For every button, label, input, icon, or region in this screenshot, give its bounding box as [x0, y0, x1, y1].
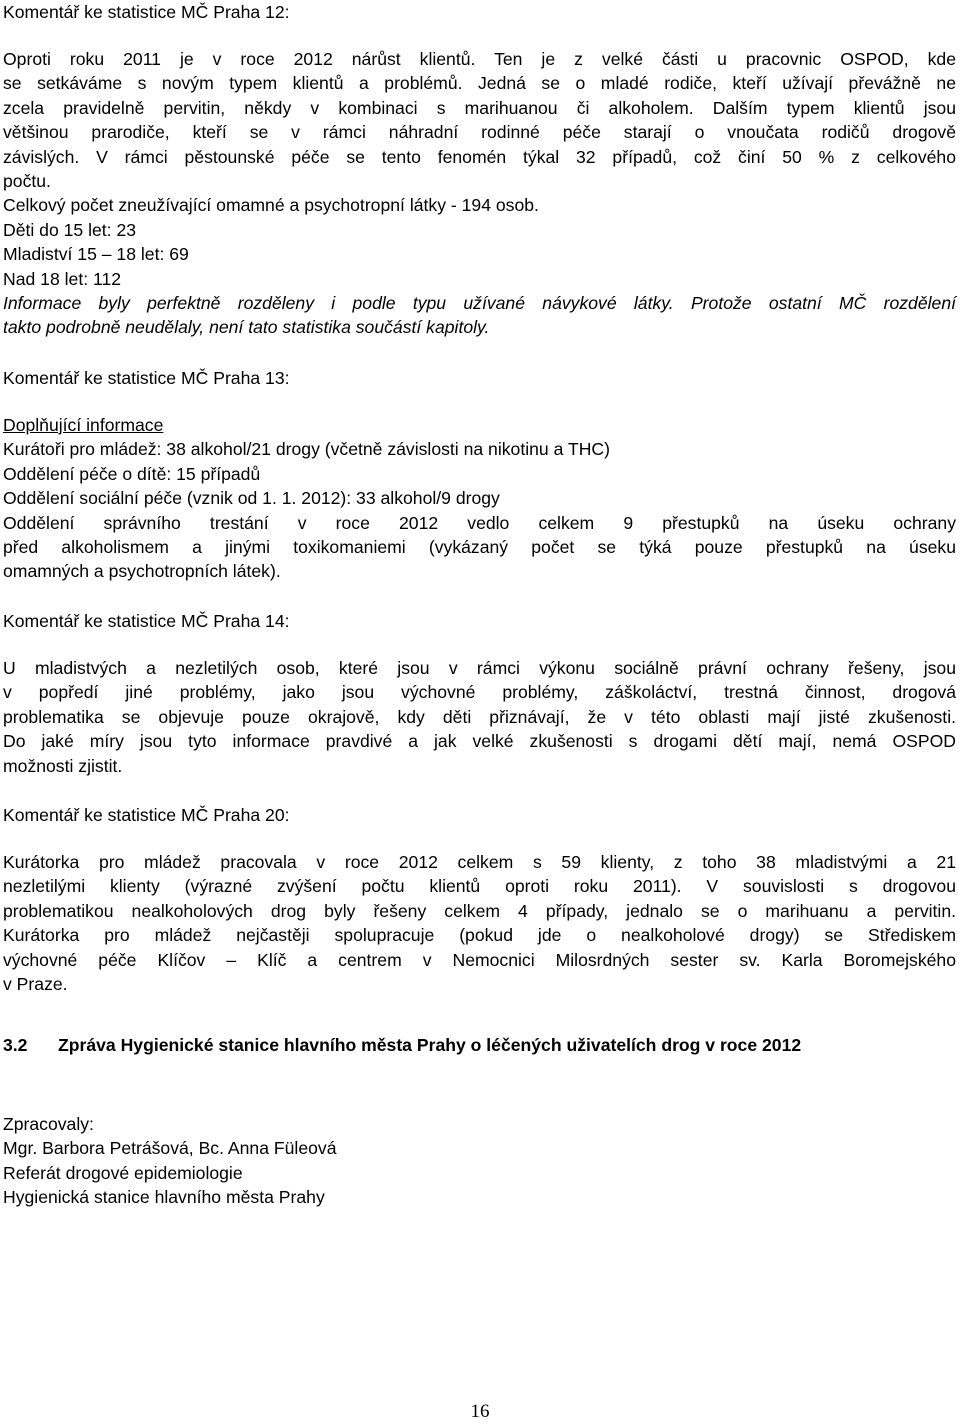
count-children: Děti do 15 let: 23 — [3, 219, 137, 240]
prague-12-body — [3, 47, 956, 340]
paragraph-line: U mladistvých a nezletilých osob, které jsou v rámci výkonu sociálně právní ochrany řešeny, jsou — [3, 658, 956, 678]
paragraph-line: počtu. — [3, 170, 51, 191]
paragraph-line: Kurátoři pro mládež: 38 alkohol/21 drogy (včetně závislosti na nikotinu a THC) — [3, 439, 610, 460]
paragraph-line: před alkoholismem a jinými toxikomaniemi (vykázaný počet se týká pouze přestupků na úseku — [3, 536, 956, 557]
paragraph-line: většinou prarodiče, kteří se v rámci náhradní rodinné péče starají o vnoučata rodičů drogově — [3, 122, 956, 143]
paragraph-line: omamných a psychotropních látek). — [3, 561, 281, 582]
paragraph-line: Oproti roku 2011 je v roce 2012 nárůst klientů. Ten je z velké části u pracovnic OSPOD, kde — [3, 49, 956, 69]
paragraph-line: problematika se objevuje pouze okrajově, kdy děti přiznávají, že v této oblasti mají jisté zkušenosti. — [3, 706, 956, 727]
paragraph-line: v Praze. — [3, 973, 68, 994]
section-title: Komentář ke statistice MČ Praha 14: — [3, 611, 290, 631]
section-3-2-heading — [3, 1033, 956, 1057]
paragraph-line: závislých. V rámci pěstounské péče se tento fenomén týkal 32 případů, což činí 50 % z celkového — [3, 146, 956, 167]
authors-department: Referát drogové epidemiologie — [3, 1162, 243, 1183]
section-heading-title: Zpráva Hygienické stanice hlavního města Prahy o léčených uživatelích drog v roce 2012 — [58, 1035, 802, 1055]
authors-label: Zpracovaly: — [3, 1114, 94, 1134]
section-prague-14 — [3, 609, 956, 633]
section-title: Komentář ke statistice MČ Praha 12: — [3, 2, 290, 22]
subheading: Doplňující informace — [3, 415, 164, 435]
section-prague-12 — [3, 0, 956, 24]
paragraph-line: Kurátorka pro mládež nejčastěji spolupracuje (pokud jde o nealkoholové drogy) se Střediskem — [3, 925, 956, 946]
paragraph-line: Do jaké míry jsou tyto informace pravdivé a jak velké zkušenosti s drogami dětí mají, nemá OSPOD — [3, 731, 956, 752]
prague-13-body — [3, 413, 956, 584]
prague-14-body — [3, 656, 956, 778]
section-prague-13 — [3, 366, 956, 390]
paragraph-line: problematikou nealkoholových drog byly řešeny celkem 4 případy, jednalo se o marihuanu a pervitin. — [3, 900, 956, 921]
paragraph-line: v popředí jiné problémy, jako jsou výchovné problémy, záškoláctví, trestná činnost, drogová — [3, 682, 956, 703]
italic-note-line: takto podrobně neudělaly, není tato statistika součástí kapitoly. — [3, 317, 490, 338]
paragraph-line: výchovné péče Klíčov – Klíč a centrem v Nemocnici Milosrdných sester sv. Karla Boromejského — [3, 949, 956, 970]
section-title: Komentář ke statistice MČ Praha 20: — [3, 805, 290, 825]
paragraph-line: Oddělení péče o dítě: 15 případů — [3, 463, 261, 484]
paragraph-line: Oddělení sociální péče (vznik od 1. 1. 2012): 33 alkohol/9 drogy — [3, 488, 500, 509]
italic-note-line: Informace byly perfektně rozděleny i podle typu užívané návykové látky. Protože ostatní MČ rozdělení — [3, 292, 956, 313]
page-number: 16 — [470, 1401, 490, 1422]
authors-block — [3, 1112, 956, 1210]
paragraph-line: nezletilými klienty (výrazné zvýšení počtu klientů oproti roku 2011). V souvislosti s drogovou — [3, 876, 956, 897]
paragraph-line: Oddělení správního trestání v roce 2012 vedlo celkem 9 přestupků na úseku ochrany — [3, 512, 956, 533]
paragraph-line: zcela pravidelně pervitin, někdy v kombinaci s marihuanou či alkoholem. Dalším typem klientů jsou — [3, 97, 956, 118]
section-number: 3.2 — [3, 1035, 28, 1055]
paragraph-line: se setkáváme s novým typem klientů a problémů. Jedná se o mladé rodiče, kteří užívají převážně ne — [3, 73, 956, 94]
authors-institution: Hygienická stanice hlavního města Prahy — [3, 1187, 325, 1208]
paragraph-line: možnosti zjistit. — [3, 755, 123, 776]
section-title: Komentář ke statistice MČ Praha 13: — [3, 368, 290, 388]
authors-names: Mgr. Barbora Petrášová, Bc. Anna Füleová — [3, 1138, 337, 1159]
prague-20-body — [3, 850, 956, 996]
count-adults: Nad 18 let: 112 — [3, 268, 122, 289]
paragraph-line: Kurátorka pro mládež pracovala v roce 2012 celkem s 59 klienty, z toho 38 mladistvými a 21 — [3, 852, 956, 872]
total-count: Celkový počet zneužívající omamné a psychotropní látky - 194 osob. — [3, 195, 539, 216]
count-juveniles: Mladiství 15 – 18 let: 69 — [3, 244, 189, 265]
section-prague-20 — [3, 803, 956, 827]
